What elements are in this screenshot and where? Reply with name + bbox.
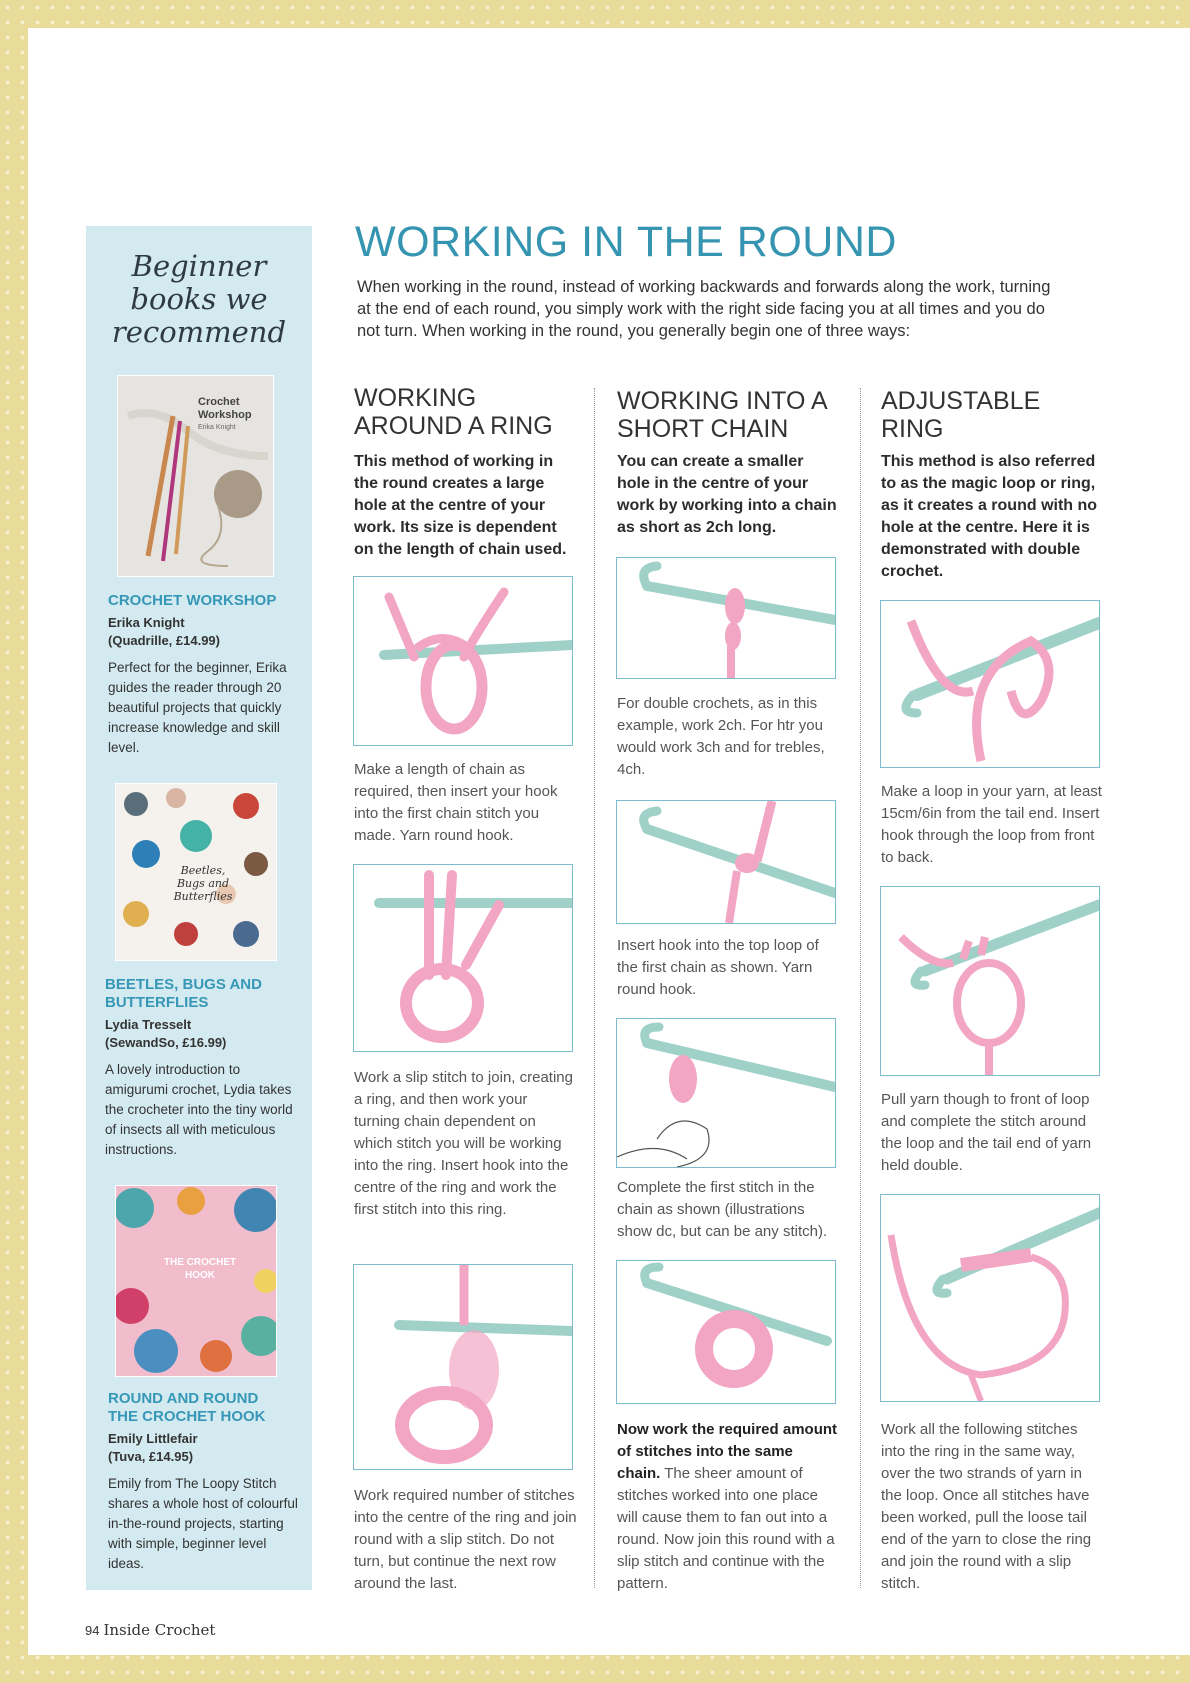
cover-title-text: THE CROCHET HOOK <box>163 1257 237 1281</box>
column-divider <box>860 388 861 1588</box>
magazine-name: Inside Crochet <box>103 1621 216 1639</box>
book-author: Emily Littlefair <box>108 1431 198 1446</box>
step-caption: Work required number of stitches into the centre of the ring and join round with a slip stitch. Do not turn, but continue the next row around the last. <box>354 1487 577 1592</box>
crochet-illustration <box>354 577 572 745</box>
illustration-chain-step-1 <box>616 557 836 679</box>
sidebar-heading: Beginner books we recommend <box>111 249 287 349</box>
book-cover-beetles-bugs[interactable] <box>116 784 276 960</box>
book-publisher: (Tuva, £14.95) <box>108 1449 194 1464</box>
book-author: Erika Knight <box>108 615 185 630</box>
crochet-illustration <box>881 601 1099 767</box>
cover-title-text: Beetles, Bugs and Butterflies <box>173 864 233 903</box>
illustration-adjustable-step-1 <box>880 600 1100 768</box>
section-lead: You can create a smaller hole in the centre of your work by working into a chain as short as 2ch long. <box>617 453 837 536</box>
step-caption: Make a length of chain as required, then insert your hook into the first chain stitch you made. Yarn round hook. <box>354 761 558 844</box>
crochet-illustration <box>617 558 835 678</box>
crochet-illustration <box>354 865 572 1051</box>
step-caption: For double crochets, as in this example, work 2ch. For htr you would work 3ch and for trebles, 4ch. <box>617 695 825 778</box>
column-divider <box>594 388 595 1588</box>
illustration-chain-step-3 <box>616 1018 836 1168</box>
page-number: 94 <box>85 1623 100 1638</box>
illustration-adjustable-step-2 <box>880 886 1100 1076</box>
step-caption: Pull yarn though to front of loop and complete the stitch around the loop and the tail end of yarn held double. <box>881 1091 1092 1174</box>
step-caption: Work all the following stitches into the ring in the same way, over the two strands of yarn in the loop. Once all stitches have been worked, pull the loose tail end of the yarn to close the ring and join the round with a slip stitch. <box>881 1421 1092 1592</box>
book-description: A lovely introduction to amigurumi crochet, Lydia takes the crocheter into the tiny world of insects all with meticulous instructions. <box>105 1062 293 1157</box>
step-caption: Insert hook into the top loop of the first chain as shown. Yarn round hook. <box>617 937 819 998</box>
book-title: BEETLES, BUGS AND BUTTERFLIES <box>105 976 262 1011</box>
book-publisher: (SewandSo, £16.99) <box>105 1035 227 1050</box>
section-heading-adjustable-ring: ADJUSTABLE RING <box>881 387 1041 443</box>
illustration-ring-step-3 <box>353 1264 573 1470</box>
crochet-illustration <box>881 1195 1099 1401</box>
illustration-ring-step-2 <box>353 864 573 1052</box>
book-cover-round-and-round[interactable] <box>116 1186 276 1376</box>
book-recommendations-sidebar <box>86 226 312 1590</box>
crochet-illustration <box>617 801 835 923</box>
section-lead: This method is also referred to as the magic loop or ring, as it creates a round with no hole at the centre. Here it is demonstrated with double crochet. <box>881 453 1098 580</box>
cover-title-text: Crochet Workshop <box>198 396 252 421</box>
illustration-ring-step-1 <box>353 576 573 746</box>
step-caption-final: Now work the required amount of stitches into the same chain. The sheer amount of stitches worked into one place will cause them to fan out into a round. Now join this round with a slip stitch and continue with the pattern. <box>617 1421 838 1592</box>
crochet-illustration <box>881 887 1099 1075</box>
book-cover-crochet-workshop[interactable] <box>118 376 273 576</box>
book-title: ROUND AND ROUND THE CROCHET HOOK <box>108 1390 266 1425</box>
illustration-chain-step-2 <box>616 800 836 924</box>
section-lead: This method of working in the round creates a large hole at the centre of your work. Its size is dependent on the length of chain used. <box>354 453 567 558</box>
book-description: Emily from The Loopy Stitch shares a whole host of colourful in-the-round projects, starting with simple, beginner level ideas. <box>108 1476 298 1571</box>
illustration-chain-step-4 <box>616 1260 836 1404</box>
article-intro: When working in the round, instead of working backwards and forwards along the work, turning at the end of each round, you simply work with the right side facing you at all times and you do not turn. When working in the round, you generally begin one of three ways: <box>357 278 1051 340</box>
illustration-adjustable-step-3 <box>880 1194 1100 1402</box>
book-description: Perfect for the beginner, Erika guides the reader through 20 beautiful projects that quickly increase knowledge and skill level. <box>108 660 287 755</box>
crochet-illustration <box>617 1261 835 1403</box>
step-caption: Make a loop in your yarn, at least 15cm/6in from the tail end. Insert hook through the loop from front to back. <box>881 783 1102 866</box>
article-title: WORKING IN THE ROUND <box>355 218 897 266</box>
page-footer <box>85 1621 215 1639</box>
book-author: Lydia Tresselt <box>105 1017 192 1032</box>
step-caption: Work a slip stitch to join, creating a ring, and then work your turning chain dependent on which stitch you will be working into the ring. Insert hook into the centre of the ring and work the first stitch into this ring. <box>354 1069 573 1218</box>
section-heading-short-chain: WORKING INTO A SHORT CHAIN <box>617 387 827 443</box>
step-caption: Complete the first stitch in the chain as shown (illustrations show dc, but can be any stitch). <box>617 1179 828 1240</box>
crochet-illustration <box>354 1265 572 1469</box>
crochet-illustration <box>617 1019 835 1167</box>
book-publisher: (Quadrille, £14.99) <box>108 633 220 648</box>
section-heading-around-ring: WORKING AROUND A RING <box>354 384 553 440</box>
cover-author-text: Erika Knight <box>198 424 236 431</box>
book-title: CROCHET WORKSHOP <box>108 592 277 609</box>
